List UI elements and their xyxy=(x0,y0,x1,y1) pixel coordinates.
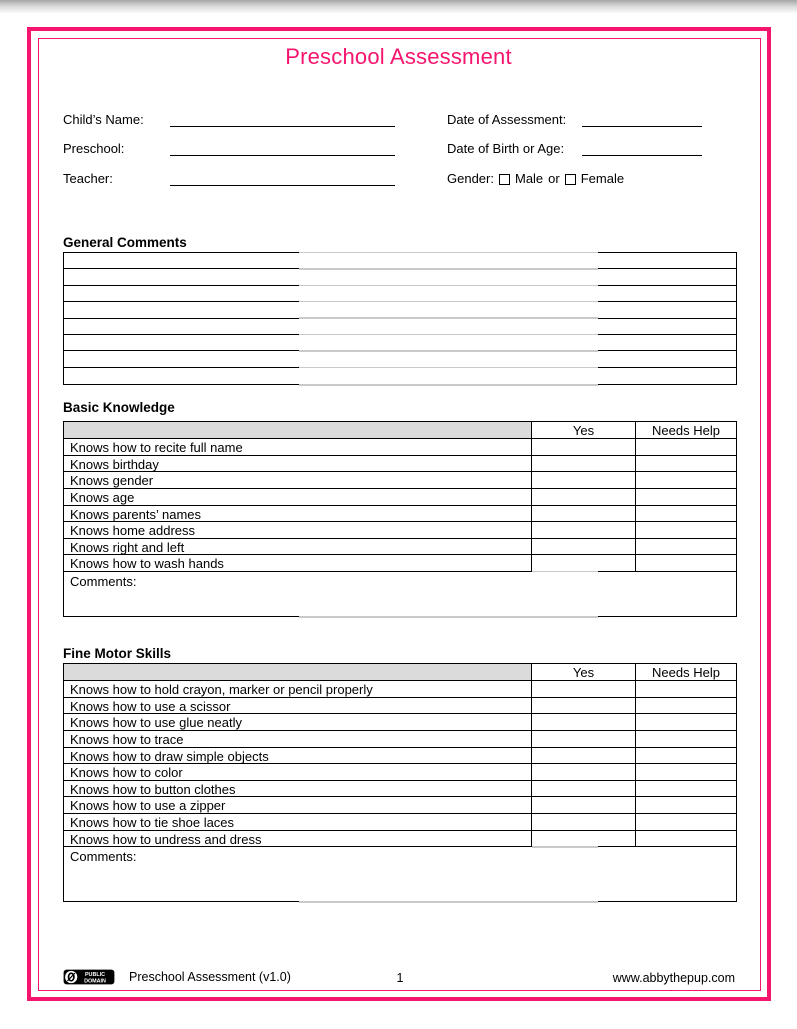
header-spacer-cell xyxy=(64,664,531,680)
needs-help-cell[interactable] xyxy=(635,506,736,522)
needs-help-cell[interactable] xyxy=(635,831,736,847)
skill-label: Knows how to hold crayon, marker or pencil properly xyxy=(70,682,373,697)
yes-cell[interactable] xyxy=(531,555,635,571)
needs-help-cell[interactable] xyxy=(635,489,736,505)
skill-label: Knows how to tie shoe laces xyxy=(70,815,235,830)
preschool-line[interactable] xyxy=(170,139,395,156)
needs-help-cell[interactable] xyxy=(635,731,736,747)
basic-knowledge-table xyxy=(63,421,737,617)
needs-help-cell[interactable] xyxy=(635,797,736,813)
table-row xyxy=(64,797,736,814)
yes-cell[interactable] xyxy=(531,439,635,455)
skill-label: Knows gender xyxy=(70,473,154,488)
comment-line[interactable] xyxy=(64,335,736,351)
yes-cell[interactable] xyxy=(531,681,635,697)
comments-box[interactable] xyxy=(64,572,736,616)
childs-name-line[interactable] xyxy=(170,110,395,127)
skill-label: Knows how to use glue neatly xyxy=(70,715,242,730)
skill-label: Knows how to wash hands xyxy=(70,556,224,572)
table-row xyxy=(64,831,736,848)
table-row xyxy=(64,748,736,765)
needs-help-cell[interactable] xyxy=(635,681,736,697)
needs-help-cell[interactable] xyxy=(635,439,736,455)
table-row xyxy=(64,539,736,556)
skill-label: Knows how to use a scissor xyxy=(70,698,231,714)
gender-field xyxy=(447,171,624,186)
date-of-birth-line[interactable] xyxy=(582,139,702,156)
yes-cell[interactable] xyxy=(531,714,635,730)
date-of-assessment-line[interactable] xyxy=(582,110,702,127)
footer-doc-name: Preschool Assessment (v1.0) xyxy=(129,970,291,984)
skill-label: Knows how to color xyxy=(70,765,183,780)
teacher-line[interactable] xyxy=(170,169,395,186)
table-row xyxy=(64,522,736,539)
yes-column-header: Yes xyxy=(531,664,635,680)
table-row xyxy=(64,506,736,523)
preschool-label: Preschool: xyxy=(63,141,125,157)
male-checkbox[interactable] xyxy=(499,174,510,185)
fine-motor-skills-table xyxy=(63,663,737,902)
female-checkbox[interactable] xyxy=(565,174,576,185)
general-comments-heading: General Comments xyxy=(63,235,187,250)
needs-help-cell[interactable] xyxy=(635,472,736,488)
needs-help-cell[interactable] xyxy=(635,539,736,555)
fine-motor-skills-heading: Fine Motor Skills xyxy=(63,646,172,661)
skill-label: Knows how to use a zipper xyxy=(70,798,226,814)
yes-cell[interactable] xyxy=(531,472,635,488)
comment-line[interactable] xyxy=(64,302,736,318)
skill-label: Knows how to recite full name xyxy=(70,440,243,455)
gender-female-label: Female xyxy=(580,170,625,186)
yes-cell[interactable] xyxy=(531,781,635,797)
childs-name-label: Child’s Name: xyxy=(63,112,144,127)
needs-help-column-header: Needs Help xyxy=(635,664,736,680)
yes-cell[interactable] xyxy=(531,489,635,505)
comments-label: Comments: xyxy=(70,574,137,590)
comment-line[interactable] xyxy=(64,368,736,384)
table-row xyxy=(64,814,736,831)
table-row xyxy=(64,698,736,715)
table-row xyxy=(64,714,736,731)
comments-box[interactable] xyxy=(64,847,736,901)
skill-label: Knows how to undress and dress xyxy=(70,831,262,847)
needs-help-cell[interactable] xyxy=(635,748,736,764)
skill-label: Knows age xyxy=(70,489,135,505)
yes-cell[interactable] xyxy=(531,456,635,472)
yes-cell[interactable] xyxy=(531,797,635,813)
page-edge-shadow xyxy=(0,0,797,14)
skill-label: Knows home address xyxy=(70,523,196,538)
yes-cell[interactable] xyxy=(531,814,635,830)
skill-label: Knows right and left xyxy=(70,539,185,555)
skill-label: Knows how to button clothes xyxy=(70,781,236,797)
comment-line[interactable] xyxy=(64,269,736,285)
needs-help-cell[interactable] xyxy=(635,714,736,730)
header-fields xyxy=(63,111,737,199)
needs-help-cell[interactable] xyxy=(635,555,736,571)
general-comments-table xyxy=(63,252,737,385)
date-of-birth-label: Date of Birth or Age: xyxy=(447,141,565,157)
public-domain-badge-line1: PUBLIC xyxy=(84,972,106,979)
comment-line[interactable] xyxy=(64,253,736,269)
yes-column-header: Yes xyxy=(531,422,635,438)
gender-label: Gender: xyxy=(447,170,494,186)
table-row xyxy=(64,472,736,489)
comments-label: Comments: xyxy=(70,849,137,865)
needs-help-column-header: Needs Help xyxy=(635,422,736,438)
page-title: Preschool Assessment xyxy=(285,44,512,69)
yes-cell[interactable] xyxy=(531,506,635,522)
yes-cell[interactable] xyxy=(531,731,635,747)
gender-male-label: Male xyxy=(514,170,544,186)
table-row xyxy=(64,781,736,798)
comment-line[interactable] xyxy=(64,351,736,367)
skill-label: Knows parents’ names xyxy=(70,506,202,522)
table-row xyxy=(64,439,736,456)
needs-help-cell[interactable] xyxy=(635,814,736,830)
yes-cell[interactable] xyxy=(531,748,635,764)
public-domain-badge-line2: DOMAIN xyxy=(84,978,106,985)
needs-help-cell[interactable] xyxy=(635,456,736,472)
table-row xyxy=(64,456,736,473)
yes-cell[interactable] xyxy=(531,698,635,714)
gender-or-label: or xyxy=(548,170,560,186)
needs-help-cell[interactable] xyxy=(635,781,736,797)
field-row xyxy=(63,111,737,127)
skill-label: Knows birthday xyxy=(70,456,159,472)
skill-label: Knows how to draw simple objects xyxy=(70,748,269,764)
field-row xyxy=(63,170,737,186)
needs-help-cell[interactable] xyxy=(635,698,736,714)
footer-website-link[interactable]: www.abbythepup.com xyxy=(612,971,735,985)
date-of-assessment-label: Date of Assessment: xyxy=(447,112,567,127)
header-spacer-cell xyxy=(64,422,531,438)
skill-label: Knows how to trace xyxy=(70,731,184,747)
yes-cell[interactable] xyxy=(531,539,635,555)
table-row xyxy=(64,555,736,572)
table-row xyxy=(64,731,736,748)
table-header-row xyxy=(64,664,736,681)
comment-line[interactable] xyxy=(64,286,736,302)
table-row xyxy=(64,681,736,698)
page-number: 1 xyxy=(396,971,404,985)
teacher-label: Teacher: xyxy=(63,170,113,186)
page-footer xyxy=(63,969,737,987)
needs-help-cell[interactable] xyxy=(635,522,736,538)
yes-cell[interactable] xyxy=(531,522,635,538)
table-row xyxy=(64,489,736,506)
comment-line[interactable] xyxy=(64,319,736,335)
yes-cell[interactable] xyxy=(531,764,635,780)
basic-knowledge-heading: Basic Knowledge xyxy=(63,400,175,415)
table-row xyxy=(64,764,736,781)
needs-help-cell[interactable] xyxy=(635,764,736,780)
table-header-row xyxy=(64,422,736,439)
yes-cell[interactable] xyxy=(531,831,635,847)
field-row xyxy=(63,140,737,156)
